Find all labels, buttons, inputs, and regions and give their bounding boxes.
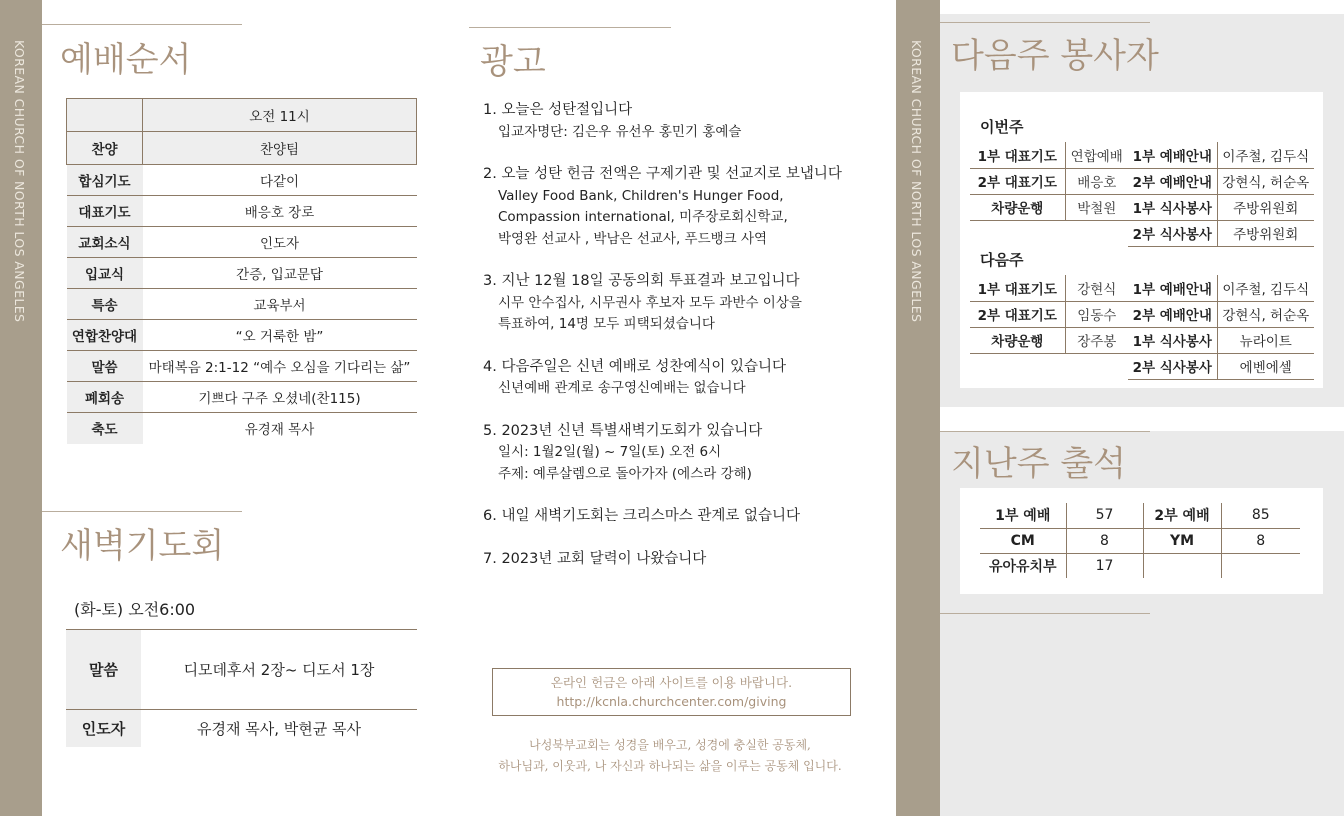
- table-row: [67, 413, 417, 444]
- order-value: 다같이: [143, 165, 417, 196]
- attendance-count: 8: [1221, 528, 1300, 553]
- order-value: 교육부서: [143, 289, 417, 320]
- assignee: 주방위원회: [1217, 220, 1314, 246]
- announcement-text: 5. 2023년 신년 특별새벽기도회가 있습니다: [483, 422, 763, 439]
- order-label: 대표기도: [67, 196, 143, 227]
- sermon-label: 말씀: [66, 630, 141, 710]
- announcement-detail: Valley Food Bank, Children's Hunger Food,: [498, 187, 784, 204]
- order-label: 연합찬양대: [67, 320, 143, 351]
- table-row: [970, 301, 1314, 327]
- volunteers-title: 다음주 봉사자: [951, 36, 1159, 76]
- order-value: 마태복음 2:1-12 “예수 오심을 기다리는 삶”: [143, 351, 417, 382]
- divider: [940, 431, 1150, 432]
- role-label: 1부 대표기도: [970, 275, 1065, 301]
- order-value: 찬양팀: [143, 132, 417, 165]
- announcement-detail: 주제: 예루살렘으로 돌아가자 (에스라 강해): [498, 465, 752, 482]
- side-church-name: KOREAN CHURCH OF NORTH LOS ANGELES: [12, 40, 27, 323]
- church-motto: [470, 735, 870, 777]
- announcement-detail: 신년예배 관계로 송구영신예배는 없습니다: [498, 380, 746, 396]
- table-row: [67, 258, 417, 289]
- table-row: [970, 142, 1314, 168]
- assignee: 박철원: [1065, 194, 1128, 220]
- announcement-item: [483, 164, 883, 250]
- order-label: 특송: [67, 289, 143, 320]
- next-week-heading: 다음주: [980, 251, 1024, 269]
- order-label: 교회소식: [67, 227, 143, 258]
- table-header-row: [67, 99, 417, 132]
- table-row: [970, 194, 1314, 220]
- assignee: 이주철, 김두식: [1217, 142, 1314, 168]
- order-label: 입교식: [67, 258, 143, 289]
- table-row: [66, 630, 417, 710]
- assignee: 강현식, 허순옥: [1217, 301, 1314, 327]
- order-label: 합심기도: [67, 165, 143, 196]
- dawn-prayer-table: [66, 629, 417, 747]
- announcement-item: [483, 271, 883, 336]
- table-row: [67, 320, 417, 351]
- left-side-strip: [0, 0, 42, 816]
- table-row: [980, 553, 1300, 578]
- giving-link[interactable]: http://kcnla.churchcenter.com/giving: [556, 694, 787, 709]
- leader-label: 인도자: [66, 710, 141, 747]
- role-label: [970, 220, 1065, 246]
- role-label: 1부 식사봉사: [1128, 327, 1217, 353]
- table-row: [970, 220, 1314, 246]
- right-side-strip: [896, 0, 940, 816]
- announcement-text: 4. 다음주일은 신년 예배로 성찬예식이 있습니다: [483, 358, 787, 375]
- role-label: 차량운행: [970, 194, 1065, 220]
- announcement-item: [483, 357, 883, 400]
- attendance-count: 17: [1066, 553, 1143, 578]
- divider: [940, 613, 1150, 614]
- assignee: 주방위원회: [1217, 194, 1314, 220]
- assignee: 뉴라이트: [1217, 327, 1314, 353]
- announcement-text: 6. 내일 새벽기도회는 크리스마스 관계로 없습니다: [483, 508, 801, 524]
- attendance-label: 유아유치부: [980, 553, 1066, 578]
- dawn-prayer-time: (화-토) 오전6:00: [74, 600, 196, 619]
- assignee: [1065, 220, 1128, 246]
- leader-value: 유경재 목사, 박현균 목사: [197, 719, 361, 738]
- announcement-text: 2. 오늘 성탄 헌금 전액은 구제기관 및 선교지로 보냅니다: [483, 166, 842, 182]
- role-label: 차량운행: [970, 327, 1065, 353]
- this-week-volunteers-table: [970, 142, 1314, 247]
- motto-line: 나성북부교회는 성경을 배우고, 성경에 충실한 공동체,: [529, 738, 811, 752]
- announcement-text: 1. 오늘은 성탄절입니다: [483, 102, 633, 118]
- announcement-detail: 특표하여, 14명 모두 피택되셨습니다: [498, 316, 715, 332]
- assignee: 배응호: [1065, 168, 1128, 194]
- role-label: 2부 예배안내: [1128, 301, 1217, 327]
- next-week-volunteers-table: [970, 275, 1314, 380]
- table-row: [970, 327, 1314, 353]
- divider: [469, 27, 671, 28]
- role-label: 2부 식사봉사: [1128, 353, 1217, 379]
- order-value: 인도자: [143, 227, 417, 258]
- side-church-name: KOREAN CHURCH OF NORTH LOS ANGELES: [909, 40, 924, 323]
- order-label: 축도: [67, 413, 143, 444]
- role-label: 1부 식사봉사: [1128, 194, 1217, 220]
- role-label: 1부 예배안내: [1128, 142, 1217, 168]
- table-row: [67, 289, 417, 320]
- service-time-header: 오전 11시: [143, 99, 417, 132]
- announcement-list: [483, 100, 883, 591]
- attendance-title: 지난주 출석: [951, 444, 1127, 484]
- assignee: 강현식: [1065, 275, 1128, 301]
- table-row: [67, 382, 417, 413]
- announcement-detail: 시무 안수집사, 시무권사 후보자 모두 과반수 이상을: [498, 294, 802, 311]
- assignee: 에벤에셀: [1217, 353, 1314, 379]
- attendance-count: 85: [1221, 503, 1300, 528]
- this-week-heading: 이번주: [980, 118, 1024, 136]
- order-value: 유경재 목사: [244, 422, 315, 439]
- role-label: [970, 353, 1065, 379]
- table-row: [67, 132, 417, 165]
- order-value: 간증, 입교문답: [143, 258, 417, 289]
- giving-notice: 온라인 헌금은 아래 사이트를 이용 바랍니다.: [550, 675, 793, 690]
- dawn-prayer-title: 새벽기도회: [60, 526, 225, 566]
- role-label: 1부 대표기도: [970, 142, 1065, 168]
- attendance-label: 1부 예배: [980, 503, 1066, 528]
- table-row: [980, 528, 1300, 553]
- panel-top-band: [940, 0, 1344, 14]
- table-row: [67, 351, 417, 382]
- worship-order-title: 예배순서: [60, 40, 192, 80]
- assignee: 임동수: [1065, 301, 1128, 327]
- assignee: 연합예배: [1065, 142, 1128, 168]
- announcement-item: [483, 100, 883, 143]
- panel-separator-band: [940, 407, 1344, 431]
- table-row: [980, 503, 1300, 528]
- divider: [42, 24, 242, 25]
- attendance-count: 57: [1066, 503, 1143, 528]
- attendance-count: 8: [1066, 528, 1143, 553]
- sermon-value: 디모데후서 2장~ 디도서 1장: [141, 630, 417, 710]
- announcements-title: 광고: [480, 42, 546, 82]
- table-corner-cell: [67, 99, 143, 132]
- table-row: [67, 165, 417, 196]
- role-label: 2부 예배안내: [1128, 168, 1217, 194]
- assignee: 이주철, 김두식: [1217, 275, 1314, 301]
- table-row: [970, 353, 1314, 379]
- order-label: 찬양: [67, 132, 143, 165]
- attendance-label: CM: [980, 528, 1066, 553]
- attendance-label: [1143, 553, 1221, 578]
- table-row: [67, 196, 417, 227]
- order-value: 배응호 장로: [143, 196, 417, 227]
- announcement-detail: 박영완 선교사 , 박남은 선교사, 푸드뱅크 사역: [498, 230, 768, 247]
- motto-line: 하나님과, 이웃과, 나 자신과 하나되는 삶을 이루는 공동체 입니다.: [498, 759, 842, 773]
- announcement-detail: 입교자명단: 김은우 유선우 홍민기 홍예슬: [498, 123, 742, 140]
- attendance-table: [980, 503, 1300, 578]
- role-label: 2부 식사봉사: [1128, 220, 1217, 246]
- announcement-detail: Compassion international, 미주장로회신학교,: [498, 209, 788, 225]
- announcement-text: 3. 지난 12월 18일 공동의회 투표결과 보고입니다: [483, 273, 800, 289]
- announcement-item: [483, 421, 883, 486]
- assignee: [1065, 353, 1128, 379]
- table-row: [970, 275, 1314, 301]
- attendance-label: 2부 예배: [1143, 503, 1221, 528]
- assignee: 강현식, 허순옥: [1217, 168, 1314, 194]
- role-label: 2부 대표기도: [970, 168, 1065, 194]
- announcement-detail: 일시: 1월2일(월) ~ 7일(토) 오전 6시: [498, 444, 722, 460]
- announcement-item: [483, 506, 883, 528]
- order-value: 기쁘다 구주 오셨네(찬115): [143, 382, 417, 413]
- table-row: [67, 227, 417, 258]
- assignee: 장주봉: [1065, 327, 1128, 353]
- divider: [42, 511, 242, 512]
- divider: [940, 22, 1150, 23]
- attendance-label: YM: [1143, 528, 1221, 553]
- order-label: 말씀: [67, 351, 143, 382]
- announcement-item: [483, 549, 883, 571]
- online-giving-box: [492, 668, 851, 716]
- order-value: “오 거룩한 밤”: [143, 320, 417, 351]
- announcement-text: 7. 2023년 교회 달력이 나왔습니다: [483, 550, 707, 567]
- role-label: 2부 대표기도: [970, 301, 1065, 327]
- table-row: [970, 168, 1314, 194]
- attendance-count: [1221, 553, 1300, 578]
- worship-order-table: [66, 98, 417, 444]
- role-label: 1부 예배안내: [1128, 275, 1217, 301]
- order-label: 폐회송: [67, 382, 143, 413]
- table-row: [66, 710, 417, 747]
